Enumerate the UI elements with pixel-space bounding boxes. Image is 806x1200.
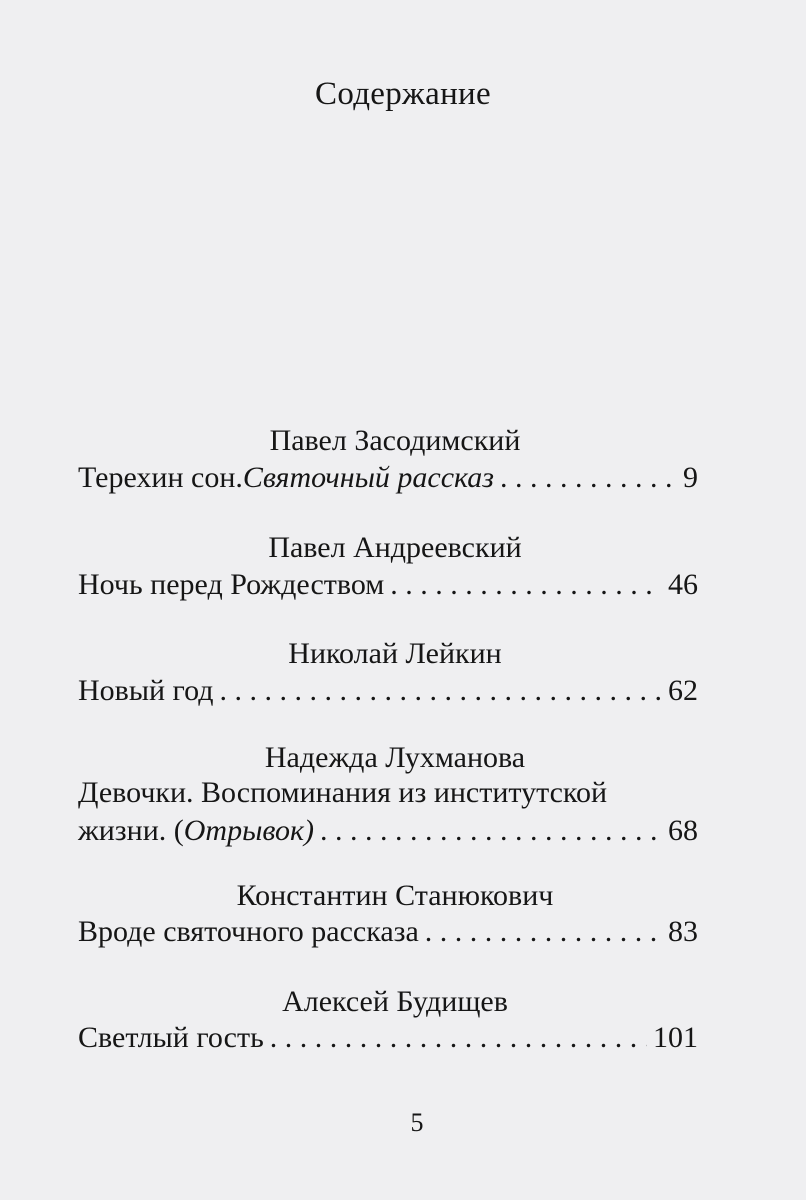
entry-title-line2: жизни. ( bbox=[78, 814, 184, 847]
toc-entry[interactable] bbox=[78, 778, 698, 846]
author-name: Надежда Лухманова bbox=[264, 741, 526, 774]
entry-title: Ночь перед Рождеством bbox=[78, 568, 385, 601]
entry-title: Новый год bbox=[78, 674, 214, 707]
entry-page-number: 46 bbox=[668, 568, 698, 601]
page-title: Содержание bbox=[315, 76, 491, 112]
entry-page-number: 62 bbox=[668, 674, 698, 707]
entry-page-number: 83 bbox=[668, 915, 698, 948]
entry-title: Вроде святочного рассказа bbox=[78, 915, 419, 948]
toc-entry[interactable] bbox=[78, 1023, 698, 1053]
entry-page-number: 9 bbox=[683, 461, 698, 494]
dot-leader bbox=[425, 917, 662, 947]
dot-leader bbox=[320, 816, 662, 846]
entry-subtitle: Отрывок) bbox=[183, 814, 315, 847]
toc-entry[interactable] bbox=[78, 676, 698, 706]
toc-entry[interactable] bbox=[78, 570, 698, 600]
dot-leader bbox=[270, 1023, 647, 1053]
entry-title-line1: Девочки. Воспоминания из институтской bbox=[78, 776, 608, 809]
entry-title: Терехин сон. bbox=[78, 461, 243, 494]
entry-subtitle: Святочный рассказ bbox=[242, 461, 495, 494]
toc-entry[interactable] bbox=[78, 917, 698, 947]
author-name: Николай Лейкин bbox=[288, 637, 502, 670]
dot-leader bbox=[220, 676, 663, 706]
entry-page-number: 101 bbox=[653, 1021, 698, 1054]
dot-leader bbox=[500, 463, 677, 493]
dot-leader bbox=[390, 570, 662, 600]
page-number: 5 bbox=[410, 1108, 424, 1137]
entry-page-number: 68 bbox=[668, 814, 698, 847]
toc-entry[interactable] bbox=[78, 463, 698, 493]
author-name: Алексей Будищев bbox=[282, 985, 508, 1018]
author-name: Павел Андреевский bbox=[268, 531, 522, 564]
author-name: Павел Засодимский bbox=[269, 424, 521, 457]
author-name: Константин Станюкович bbox=[236, 879, 554, 912]
entry-title: Светлый гость bbox=[78, 1021, 264, 1054]
